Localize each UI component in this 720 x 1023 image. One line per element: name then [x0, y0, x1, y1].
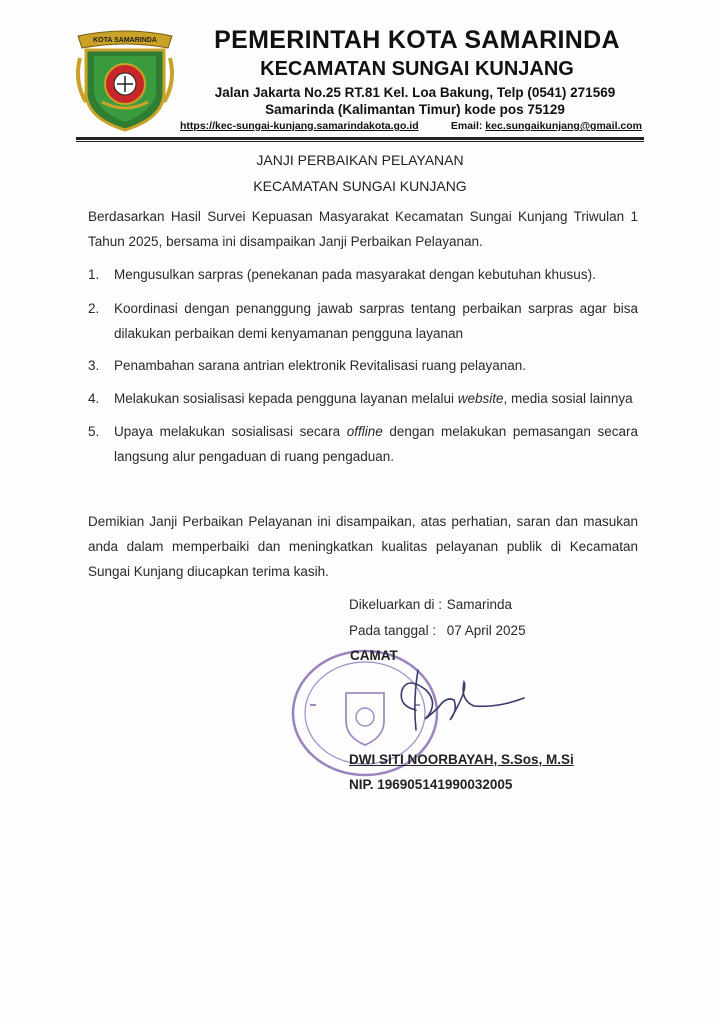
letterhead-district: KECAMATAN SUNGAI KUNJANG	[260, 58, 574, 80]
list-item	[88, 419, 638, 469]
list-item-text: Penambahan sarana antrian elektronik Revitalisasi ruang pelayanan.	[114, 358, 527, 373]
list-item-number: 2.	[88, 301, 100, 316]
email-label: Email:	[450, 120, 483, 132]
list-item-number: 3.	[88, 358, 100, 373]
list-item	[88, 353, 638, 378]
letterhead-divider-thin	[76, 141, 644, 142]
website-link[interactable]: https://kec-sungai-kunjang.samarindakota.go.id	[180, 120, 419, 132]
issued-date-row	[349, 623, 526, 638]
list-item-number: 5.	[88, 424, 100, 439]
email-block	[451, 120, 642, 132]
signatory-name: DWI SITI NOORBAYAH, S.Sos, M.Si	[349, 752, 574, 767]
letterhead-government: PEMERINTAH KOTA SAMARINDA	[214, 26, 620, 54]
closing-paragraph: Demikian Janji Perbaikan Pelayanan ini disampaikan, atas perhatian, saran dan masukan anda dalam memperbaiki dan meningkatkan kualitas pelayanan publik di Kecamatan Sungai Kunjang diucapkan terima kasih.	[88, 514, 638, 579]
list-item-text: Mengusulkan sarpras (penekanan pada masyarakat dengan kebutuhan khusus).	[114, 267, 596, 282]
issued-at-row	[349, 597, 512, 612]
list-item-text-pre: Melakukan sosialisasi kepada pengguna layanan melalui	[114, 391, 458, 406]
email-link[interactable]: kec.sungaikunjang@gmail.com	[485, 120, 642, 132]
list-item	[88, 262, 638, 287]
list-item-text-post: dengan melakukan pemasangan secara langsung alur pengaduan di ruang pengaduan.	[114, 424, 638, 464]
document-subtitle: KECAMATAN SUNGAI KUNJANG	[253, 178, 467, 194]
samarinda-coat-of-arms-logo	[72, 22, 178, 134]
list-item-text-pre: Upaya melakukan sosialisasi secara	[114, 424, 347, 439]
signatory-nip: NIP. 196905141990032005	[349, 777, 513, 792]
letterhead-divider-thick	[76, 137, 644, 140]
letterhead-city: Samarinda (Kalimantan Timur) kode pos 75129	[265, 102, 565, 117]
issued-place: Samarinda	[446, 597, 513, 612]
list-item	[88, 296, 638, 346]
list-item-emphasis: offline	[346, 424, 383, 439]
intro-paragraph: Berdasarkan Hasil Survei Kepuasan Masyarakat Kecamatan Sungai Kunjang Triwulan 1 Tahun 2025, bersama ini disampaikan Janji Perbaikan Pelayanan.	[88, 209, 638, 249]
signatory-position: CAMAT	[350, 648, 398, 663]
list-item-number: 4.	[88, 391, 100, 406]
letterhead-address: Jalan Jakarta No.25 RT.81 Kel. Loa Bakung, Telp (0541) 271569	[214, 85, 616, 100]
list-item-number: 1.	[88, 267, 100, 282]
list-item	[88, 386, 638, 411]
logo-text: KOTA SAMARINDA	[93, 37, 157, 44]
date-label: Pada tanggal :	[349, 623, 437, 638]
issued-date: 07 April 2025	[446, 623, 526, 638]
list-item-text-post: , media sosial lainnya	[503, 391, 633, 406]
letterhead-contact	[180, 120, 642, 132]
list-item-emphasis: website	[457, 391, 504, 406]
handwritten-signature	[378, 660, 528, 740]
commitment-list	[88, 262, 638, 469]
document-title: JANJI PERBAIKAN PELAYANAN	[256, 152, 464, 168]
list-item-text: Koordinasi dengan penanggung jawab sarpras tentang perbaikan sarpras agar bisa dilakukan perbaikan demi kenyamanan pengguna layanan	[114, 301, 638, 341]
issued-label: Dikeluarkan di :	[349, 597, 443, 612]
